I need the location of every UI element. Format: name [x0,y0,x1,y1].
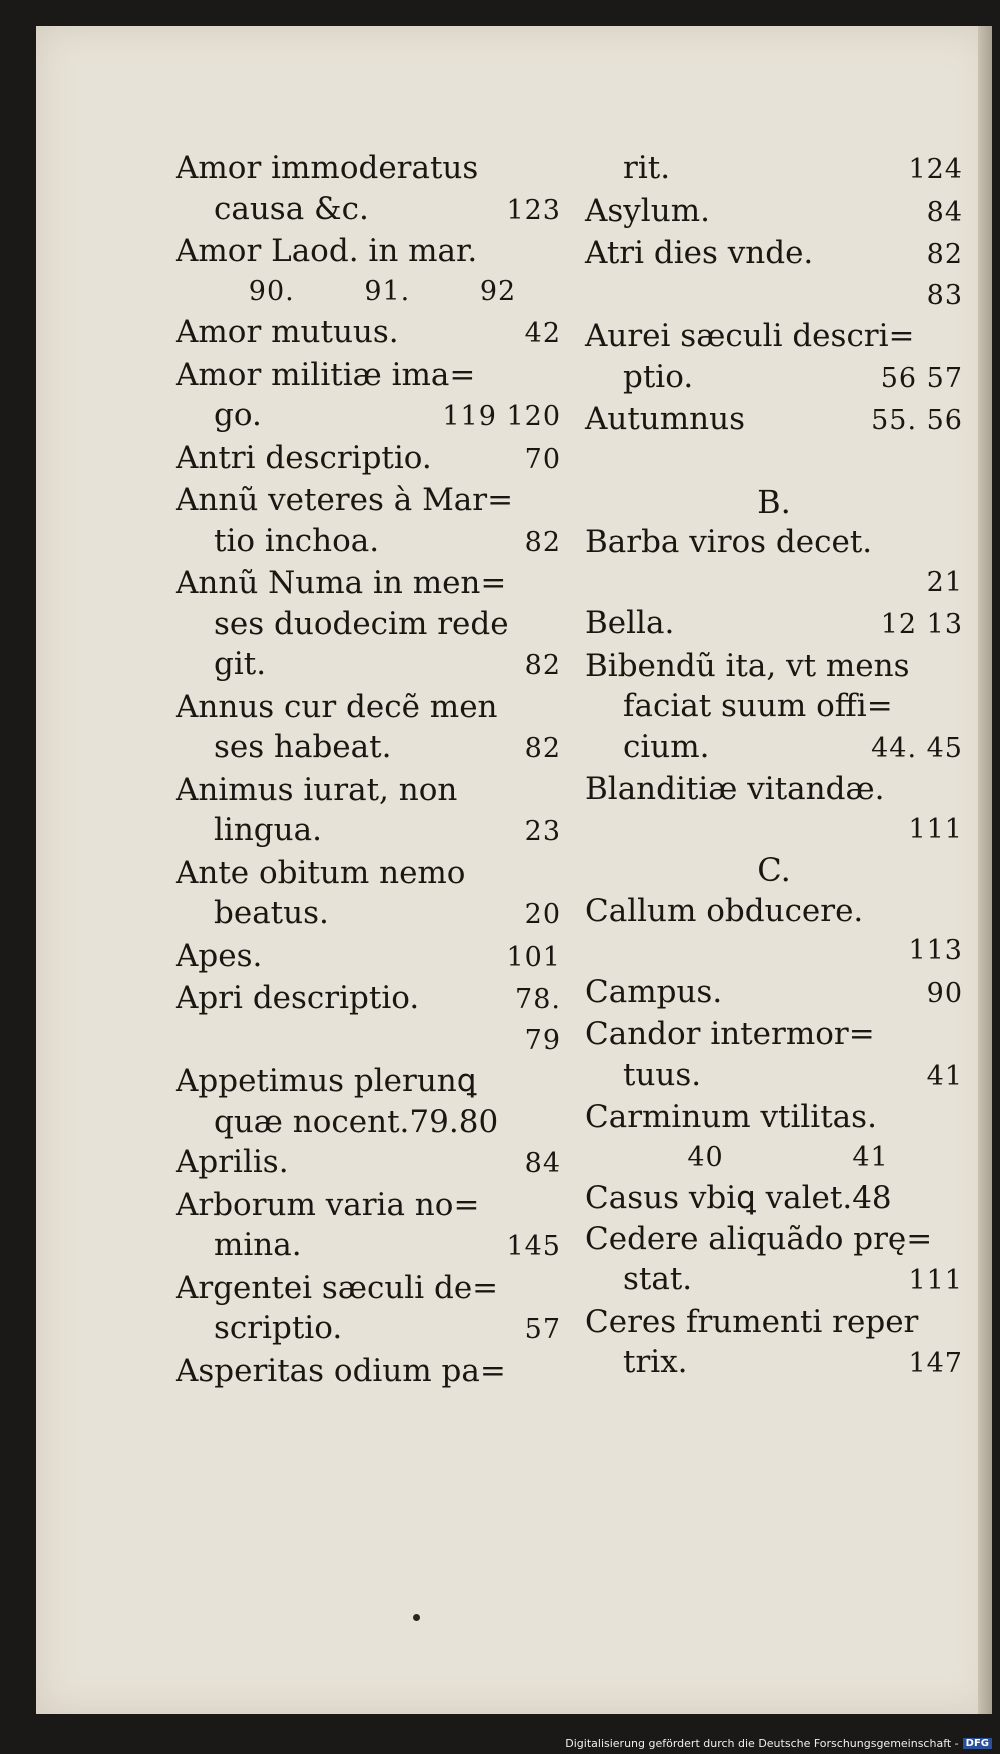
entry-text: Ceres frumenti reper [585,1303,919,1340]
index-entry [585,399,963,442]
page-number: 145 [506,1231,561,1262]
entry-line [585,1178,963,1219]
index-entry [585,1178,963,1219]
page-number: 82 [524,526,561,558]
index-entry [176,563,561,687]
entry-line [176,687,561,728]
entry-line [585,646,963,687]
entry-text: Bibendũ ita, vt mens [585,647,910,684]
page-number: 82 [524,733,561,764]
entry-line [585,727,963,770]
entry-line [585,1342,963,1385]
entry-line [176,312,561,355]
page-number: 23 [524,816,561,847]
entry-text: beatus. [214,895,329,931]
entry-line [176,810,561,853]
entry-line [585,1302,963,1343]
entry-text: Blanditiæ vitandæ. [585,771,885,807]
entry-line [176,1102,561,1143]
index-entry [585,972,963,1015]
entry-text: rit. [623,150,671,186]
entry-text: Amor Laod. in mar. [176,233,478,269]
entry-text: faciat suum offi= [623,688,893,724]
entry-line [176,1225,561,1268]
index-entry [176,1351,561,1392]
page-number: 78. [515,984,561,1015]
entry-line [585,972,963,1015]
page-number: 101 [506,941,561,973]
entry-line [176,189,561,232]
entry-text: Aurei sæculi descri= [585,318,915,354]
entry-line [585,316,963,357]
section-heading: B. [757,482,791,521]
page-number: 119 120 [442,401,561,432]
entry-text: Casus vbiꝗ valet.48 [585,1180,892,1216]
page-number: 82 [524,650,561,681]
entry-text: Apri descriptio. [176,980,420,1016]
entry-line [176,438,561,481]
entry-line [585,686,963,727]
page-number: 91. [364,275,411,307]
entry-line [176,604,561,645]
index-column-left [176,148,561,1391]
entry-line [176,936,561,979]
index-entry [176,312,561,355]
entry-line [176,1185,561,1226]
page-number: 41 [926,1060,963,1092]
entry-text: Annus cur decẽ men [176,688,498,725]
entry-text: Carminum vtilitas. [585,1099,877,1135]
entry-text: Cedere aliquãdo prę= [585,1220,933,1257]
entry-line [585,233,963,276]
index-entry [585,891,963,972]
page-numbers-line [585,931,963,972]
entry-text: Animus iurat, non [176,771,458,808]
index-entry [176,480,561,563]
index-entry [585,1097,963,1178]
page-edge [978,26,992,1714]
page-number: 79 [524,1024,561,1056]
book-page [36,26,992,1714]
entry-text: quæ nocent.79.80 [214,1103,499,1140]
entry-text: Amor militiæ ima= [176,356,476,393]
page-number: 111 [908,813,963,845]
page-number: 55. 56 [871,405,963,436]
page-number: 82 [926,239,963,270]
index-entry [585,1219,963,1302]
index-entry [585,148,963,191]
entry-text: tuus. [623,1056,702,1093]
entry-text: Candor intermor= [585,1016,875,1052]
page-number: 12 13 [880,609,963,640]
entry-text: ptio. [623,358,694,395]
index-entry [585,191,963,234]
entry-line [176,978,561,1021]
page-numbers-line [176,1021,561,1062]
entry-line [176,644,561,687]
page-numbers-line [176,272,561,313]
entry-line [585,769,963,810]
entry-text: scriptio. [214,1310,343,1346]
index-entry [176,1142,561,1185]
entry-text: tio inchoa. [214,522,380,559]
dfg-logo: DFG [963,1738,992,1749]
index-entry [176,1268,561,1351]
page-number: 56 57 [880,362,963,394]
page-number: 84 [926,196,963,228]
entry-line [176,1142,561,1185]
index-entry [176,853,561,936]
entry-text: Asperitas odium pa= [176,1352,506,1389]
index-entry [585,233,963,316]
entry-line [176,727,561,770]
entry-text: Barba viros decet. [585,524,873,560]
page-number: 147 [908,1348,963,1379]
entry-line [585,1259,963,1302]
entry-text: Autumnus [585,401,746,437]
index-entry [176,978,561,1061]
index-column-right [585,148,963,1385]
entry-text: Callum obducere. [585,892,864,929]
entry-text: go. [214,397,262,433]
index-entry [585,603,963,646]
entry-line [585,399,963,442]
entry-line [176,355,561,396]
entry-text: stat. [623,1261,693,1297]
ink-dot [413,1614,420,1621]
index-entry [585,1302,963,1385]
entry-line [176,893,561,936]
entry-line [176,521,561,564]
page-number: 83 [926,279,963,311]
index-entry [585,1014,963,1097]
entry-line [176,770,561,811]
entry-line [585,522,963,563]
entry-line [585,148,963,191]
index-entry [176,687,561,770]
entry-line [585,191,963,234]
entry-text: Apes. [176,937,263,974]
page-number: 90. [248,275,295,307]
page-number: 44. 45 [871,732,963,764]
page-number: 124 [908,154,963,185]
page-number: 90 [926,977,963,1009]
page-numbers-line [585,563,963,604]
entry-line [176,1268,561,1309]
entry-text: Amor immoderatus [176,150,479,186]
page-numbers-line [585,276,963,317]
entry-line [176,563,561,604]
page-number: 84 [524,1148,561,1179]
index-entry [176,770,561,853]
page-number: 70 [524,443,561,475]
entry-text: Atri dies vnde. [585,235,814,271]
entry-text: git. [214,646,267,682]
entry-line [176,395,561,438]
entry-text: ses habeat. [214,729,392,765]
index-entry [585,769,963,850]
entry-text: Campus. [585,973,723,1010]
entry-line [585,603,963,646]
page-number: 92 [479,275,517,307]
entry-line [585,1055,963,1098]
entry-line [585,891,963,932]
entry-text: ses duodecim rede [214,605,509,642]
entry-text: Aprilis. [176,1144,289,1180]
entry-text: cium. [623,728,710,765]
entry-line [585,1097,963,1138]
entry-text: trix. [623,1344,688,1380]
index-entry [176,1185,561,1268]
page-number: 20 [524,899,561,930]
index-entry [176,438,561,481]
index-entry [176,231,561,312]
entry-line [176,853,561,894]
entry-text: causa &c. [214,190,369,227]
entry-line [585,357,963,400]
page-number: 42 [524,318,561,349]
entry-text: mina. [214,1227,302,1263]
page-number: 21 [926,566,963,598]
index-entry [176,936,561,979]
entry-line [176,1308,561,1351]
entry-text: Annũ veteres à Mar= [176,482,514,518]
entry-text: Arborum varia no= [176,1186,480,1223]
page-number: 113 [908,935,963,966]
index-entry [585,522,963,603]
entry-text: Argentei sæculi de= [176,1269,499,1306]
entry-text: Asylum. [585,192,710,229]
entry-text: Amor mutuus. [176,314,399,350]
entry-line [176,480,561,521]
section-heading: C. [757,851,791,889]
index-entry [176,148,561,231]
index-entry [176,1061,561,1142]
entry-line [176,231,561,272]
entry-text: Bella. [585,605,675,641]
entry-text: Antri descriptio. [176,439,432,476]
entry-line [585,1014,963,1055]
page-number: 123 [506,194,561,226]
entry-line [176,1061,561,1102]
page-numbers-line [585,810,963,851]
page-number: 57 [524,1314,561,1345]
index-entry [585,316,963,399]
page-number: 41 [852,1141,889,1173]
entry-text: lingua. [214,812,322,848]
entry-line [585,1219,963,1260]
entry-line [176,148,561,189]
entry-text: Annũ Numa in men= [176,565,507,601]
footer-credit [565,1737,992,1750]
page-number: 40 [687,1141,724,1173]
entry-text: Appetimus plerunꝗ [176,1063,477,1099]
index-entry [176,355,561,438]
page-number: 111 [908,1265,963,1296]
entry-line [176,1351,561,1392]
footer-credit-text: Digitalisierung gefördert durch die Deutsche Forschungsgemeinschaft - [565,1737,959,1750]
page-numbers-line [585,1138,963,1179]
index-entry [585,646,963,770]
entry-text: Ante obitum nemo [176,854,466,891]
